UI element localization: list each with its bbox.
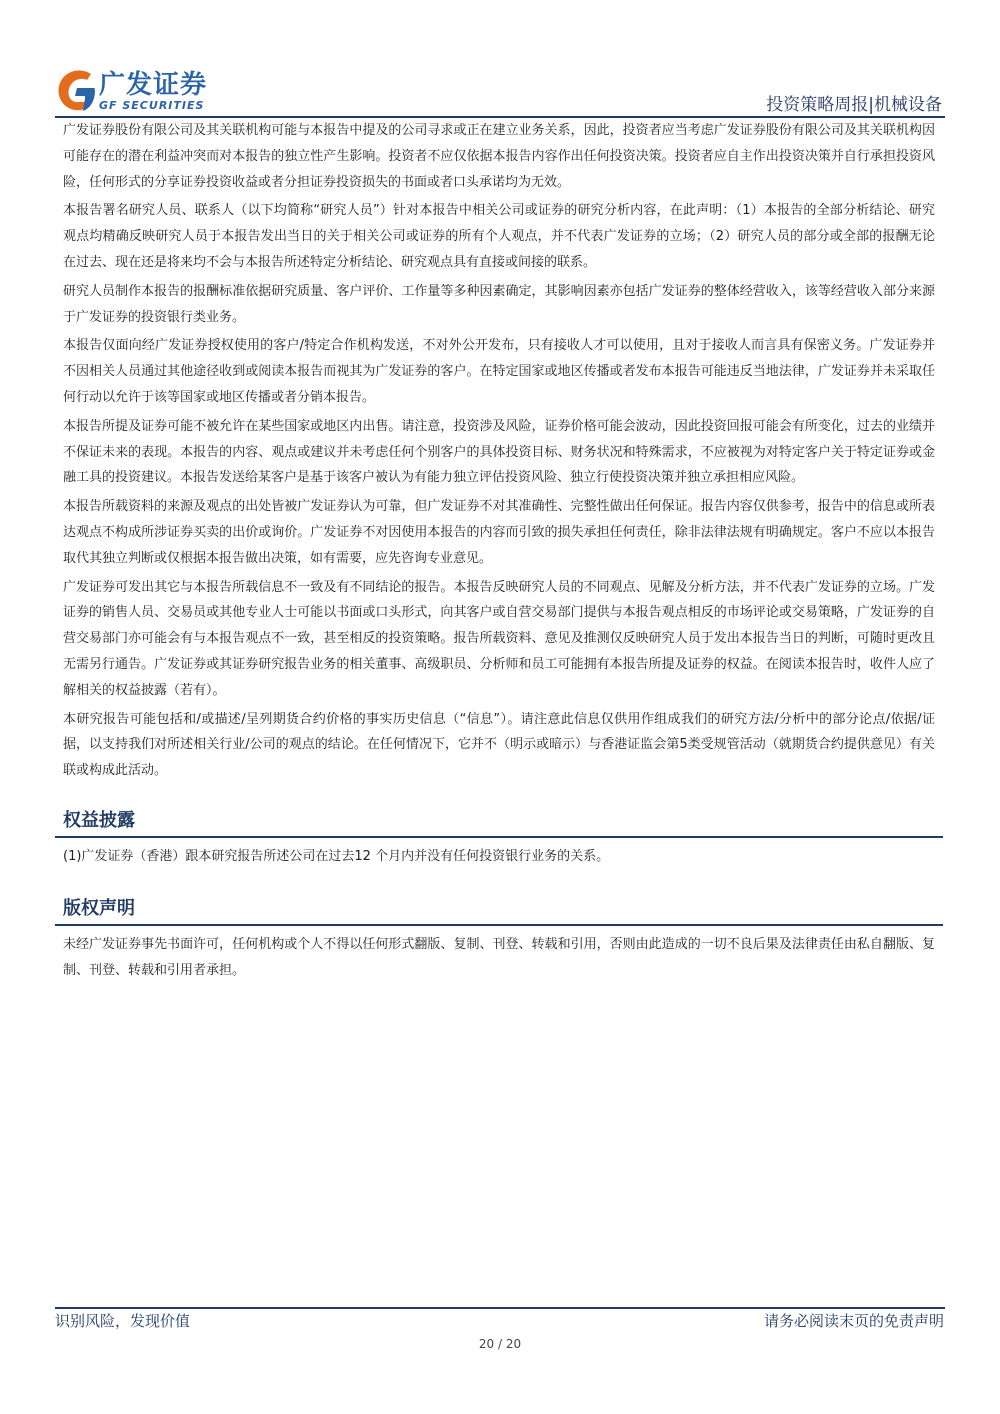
page-number: 20 / 20 <box>478 1337 522 1351</box>
disclosure-text: (1)广发证券（香港）跟本研究报告所述公司在过去12 个月内并没有任何投资银行业务的关系。 <box>63 848 610 864</box>
logo-english-name: GF SECURITIES <box>99 99 205 112</box>
section-divider <box>55 924 943 926</box>
disclaimer-paragraph: 广发证券可发出其它与本报告所载信息不一致及有不同结论的报告。本报告反映研究人员的不同观点、见解及分析方法，并不代表广发证券的立场。广发证券的销售人员、交易员或其他专业人士可能以书面或口头形式，向其客户或自营交易部门提供与本报告观点相反的市场评论或交易策略，广发证券的自营交易部门亦可能会有与本报告观点不一致，甚至相反的投资策略。报告所载资料、意见及推测仅反映研究人员于发出本报告当日的判断，可随时更改且无需另行通告。广发证券或其证券研究报告业务的相关董事、高级职员、分析师和员工可能拥有本报告所提及证券的权益。在阅读本报告时，收件人应了解相关的权益披露（若有）。 <box>63 579 935 698</box>
disclaimer-paragraph: 本报告署名研究人员、联系人（以下均简称“研究人员”）针对本报告中相关公司或证券的研究分析内容，在此声明：（1）本报告的全部分析结论、研究观点均精确反映研究人员于本报告发出当日的关于相关公司或证券的所有个人观点，并不代表广发证券的立场；（2）研究人员的部分或全部的报酬无论在过去、现在还是将来均不会与本报告所述特定分析结论、研究观点具有直接或间接的联系。 <box>63 203 935 270</box>
footer-slogan: 识别风险，发现价值 <box>55 1312 191 1330</box>
disclaimer-paragraph: 本报告所载资料的来源及观点的出处皆被广发证券认为可靠，但广发证券不对其准确性、完整性做出任何保证。报告内容仅供参考，报告中的信息或所表达观点不构成所涉证券买卖的出价或询价。广发证券不对因使用本报告的内容而引致的损失承担任何责任，除非法律法规有明确规定。客户不应以本报告取代其独立判断或仅根据本报告做出决策，如有需要，应先咨询专业意见。 <box>63 499 935 566</box>
section-title: 权益披露 <box>63 809 135 831</box>
page-content <box>63 118 935 986</box>
copyright-section <box>63 897 935 984</box>
footer-disclaimer-note: 请务必阅读末页的免责声明 <box>763 1312 944 1330</box>
disclaimer-paragraph: 广发证券股份有限公司及其关联机构可能与本报告中提及的公司寻求或正在建立业务关系，因此，投资者应当考虑广发证券股份有限公司及其关联机构因可能存在的潜在利益冲突而对本报告的独立性产生影响。投资者不应仅依据本报告内容作出任何投资决策。投资者应自主作出投资决策并自行承担投资风险，任何形式的分享证券投资收益或者分担证券投资损失的书面或者口头承诺均为无效。 <box>63 123 935 190</box>
section-divider <box>55 836 943 838</box>
disclaimer-paragraph: 研究人员制作本报告的报酬标准依据研究质量、客户评价、工作量等多种因素确定，其影响因素亦包括广发证券的整体经营收入，该等经营收入部分来源于广发证券的投资银行类业务。 <box>63 283 935 325</box>
disclaimer-section <box>63 118 935 784</box>
logo-chinese-name: 广发证券 <box>99 70 208 100</box>
equity-disclosure-section <box>63 809 935 870</box>
disclaimer-paragraph: 本报告仅面向经广发证券授权使用的客户/特定合作机构发送，不对外公开发布，只有接收人才可以使用，且对于接收人而言具有保密义务。广发证券并不因相关人员通过其他途径收到或阅读本报告而视其为广发证券的客户。在特定国家或地区传播或者发布本报告可能违反当地法律，广发证券并未采取任何行动以允许于该等国家或地区传播或者分销本报告。 <box>63 338 935 405</box>
gf-logo-icon <box>55 68 97 114</box>
footer-divider <box>55 1307 945 1309</box>
copyright-text: 未经广发证券事先书面许可，任何机构或个人不得以任何形式翻版、复制、刊登、转载和引用，否则由此造成的一切不良后果及法律责任由私自翻版、复制、刊登、转载和引用者承担。 <box>63 936 935 978</box>
disclaimer-paragraph: 本研究报告可能包括和/或描述/呈列期货合约价格的事实历史信息（“信息”）。请注意此信息仅供用作组成我们的研究方法/分析中的部分论点/依据/证据，以支持我们对所述相关行业/公司的观点的结论。在任何情况下，它并不（明示或暗示）与香港证监会第5类受规管活动（就期货合约提供意见）有关联或构成此活动。 <box>63 711 935 779</box>
company-logo <box>55 68 225 116</box>
report-type-label: 投资策略周报|机械设备 <box>766 95 942 115</box>
disclaimer-paragraph: 本报告所提及证券可能不被允许在某些国家或地区内出售。请注意，投资涉及风险，证券价格可能会波动，因此投资回报可能会有所变化，过去的业绩并不保证未来的表现。本报告的内容、观点或建议并未考虑任何个别客户的具体投资目标、财务状况和特殊需求，不应被视为对特定客户关于特定证券或金融工具的投资建议。本报告发送给某客户是基于该客户被认为有能力独立评估投资风险、独立行使投资决策并独立承担相应风险。 <box>63 418 935 486</box>
section-title: 版权声明 <box>63 897 135 919</box>
